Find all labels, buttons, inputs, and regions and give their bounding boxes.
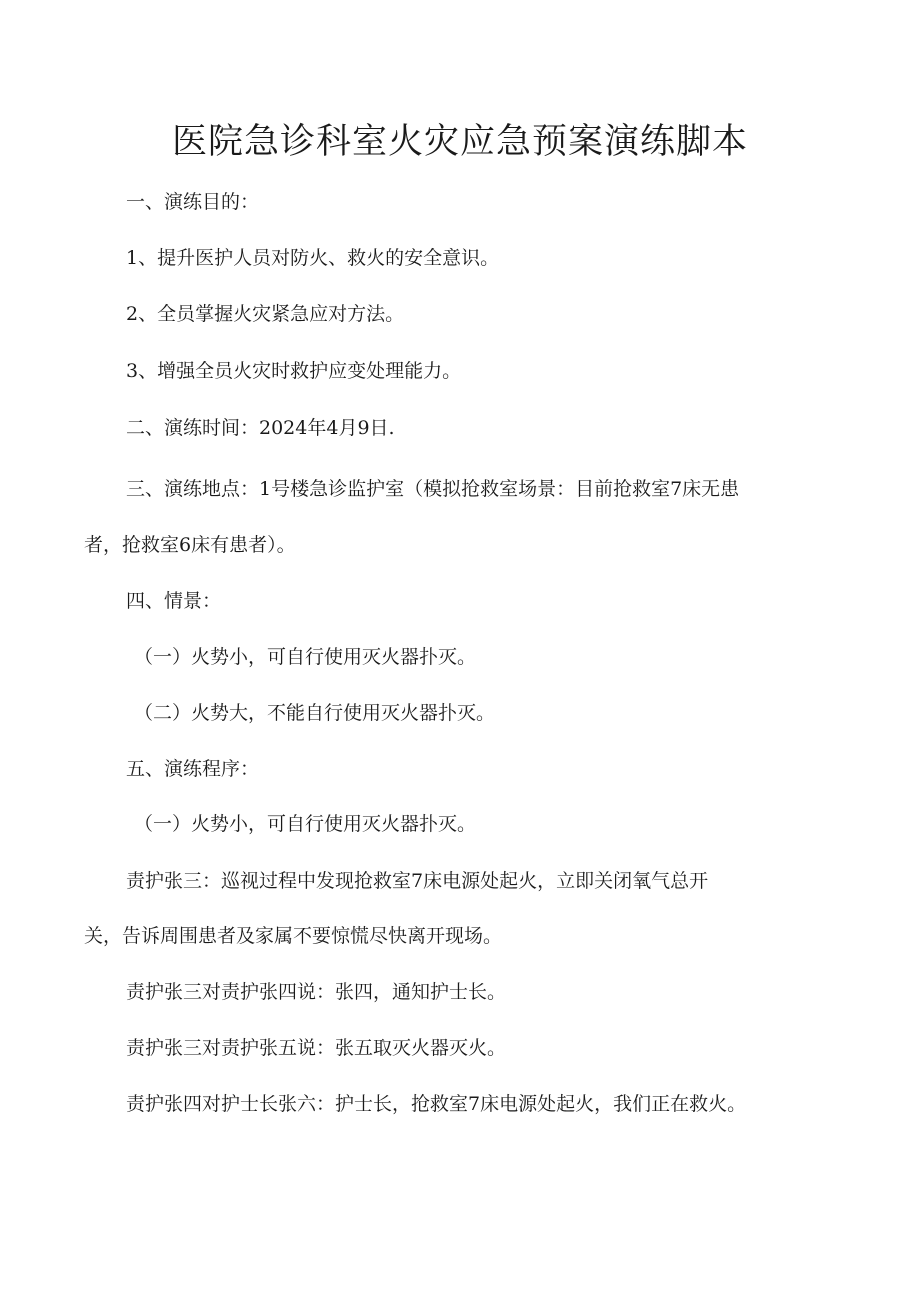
paragraph: 1、提升医护人员对防火、救火的安全意识。 bbox=[126, 247, 500, 269]
paragraph: 责护张三对责护张四说：张四，通知护士长。 bbox=[126, 981, 507, 1003]
sub-item: （一）火势小，可自行使用灭火器扑灭。 bbox=[134, 646, 477, 668]
sub-item: （二）火势大，不能自行使用灭火器扑灭。 bbox=[134, 702, 496, 724]
paragraph: 3、增强全员火灾时救护应变处理能力。 bbox=[126, 360, 462, 382]
sub-item: （一）火势小，可自行使用灭火器扑灭。 bbox=[134, 813, 477, 835]
document-title: 医院急诊科室火灾应急预案演练脚本 bbox=[171, 122, 748, 162]
section-heading-scenario: 四、情景： bbox=[126, 590, 222, 612]
paragraph: 2、全员掌握火灾紧急应对方法。 bbox=[126, 303, 405, 325]
section-heading-location: 三、演练地点：1号楼急诊监护室（模拟抢救室场景：目前抢救室7床无患 bbox=[126, 478, 740, 500]
section-heading-time: 二、演练时间：2024年4月9日. bbox=[126, 417, 395, 439]
paragraph-continuation: 关，告诉周围患者及家属不要惊慌尽快离开现场。 bbox=[84, 925, 503, 947]
paragraph: 责护张四对护士长张六：护士长，抢救室7床电源处起火，我们正在救火。 bbox=[126, 1093, 747, 1115]
section-heading-procedure: 五、演练程序： bbox=[126, 758, 260, 780]
paragraph-continuation: 者，抢救室6床有患者）。 bbox=[84, 534, 296, 556]
section-heading-purpose: 一、演练目的： bbox=[126, 191, 260, 213]
paragraph: 责护张三：巡视过程中发现抢救室7床电源处起火，立即关闭氧气总开 bbox=[126, 870, 709, 892]
paragraph: 责护张三对责护张五说：张五取灭火器灭火。 bbox=[126, 1037, 507, 1059]
